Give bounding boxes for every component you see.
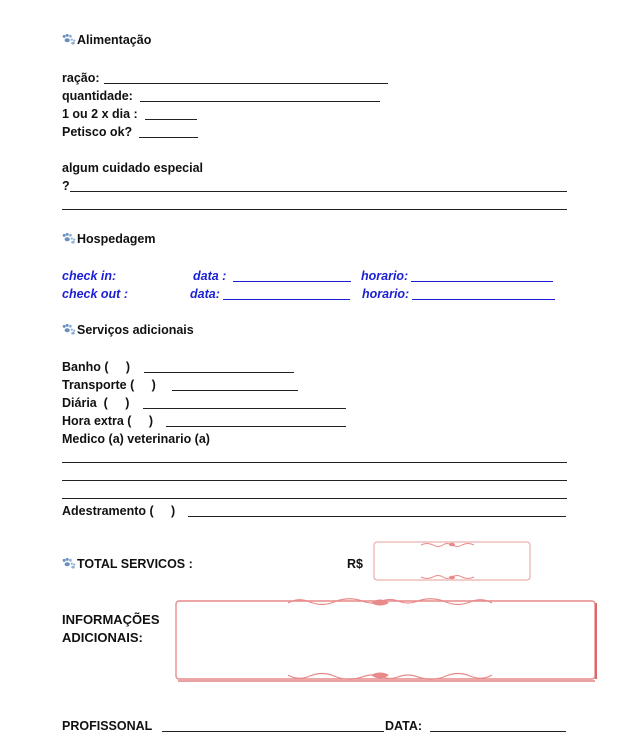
cuidado-question-mark: ? (62, 179, 70, 193)
adestramento-label: Adestramento ( ) (62, 504, 176, 518)
hora-extra-label: Hora extra ( ) (62, 414, 153, 428)
checkout-label: check out : (62, 287, 128, 301)
medico-field-line-2[interactable] (62, 480, 567, 481)
paw-icon (62, 34, 76, 45)
paw-icon (62, 324, 76, 335)
cuidado-field-line-2[interactable] (62, 209, 567, 210)
currency-label: R$ (347, 557, 363, 571)
medico-field-line-3[interactable] (62, 498, 567, 499)
total-servicos-heading: TOTAL SERVICOS : (62, 557, 193, 571)
transporte-field[interactable] (172, 390, 298, 391)
info-text-box[interactable] (173, 595, 599, 685)
section-alimentacao-heading: Alimentação (62, 33, 151, 47)
checkout-horario-field[interactable] (412, 299, 555, 300)
info-box-frame (173, 595, 599, 685)
frequencia-field[interactable] (145, 119, 197, 120)
checkout-horario-label: horario: (362, 287, 410, 301)
paw-icon (62, 233, 76, 244)
paw-icon (62, 558, 76, 569)
checkin-data-label: data : (193, 269, 227, 283)
profissional-label: PROFISSONAL (62, 719, 153, 733)
hora-extra-field[interactable] (166, 426, 346, 427)
checkin-horario-field[interactable] (411, 281, 553, 282)
diaria-field[interactable] (143, 408, 346, 409)
medico-field-line-1[interactable] (62, 462, 567, 463)
cuidado-field-line-1[interactable] (70, 191, 567, 192)
total-box-frame (373, 541, 531, 581)
medico-label: Medico (a) veterinario (a) (62, 432, 210, 446)
adestramento-field[interactable] (188, 516, 566, 517)
diaria-label: Diária ( ) (62, 396, 130, 410)
info-label-line2: ADICIONAIS: (62, 630, 143, 645)
profissional-field[interactable] (162, 731, 384, 732)
racao-field[interactable] (104, 83, 388, 84)
quantidade-field[interactable] (140, 101, 380, 102)
cuidado-label: algum cuidado especial (62, 161, 204, 175)
data-label: DATA: (385, 719, 423, 733)
checkout-data-field[interactable] (223, 299, 350, 300)
info-label-line1: INFORMAÇÕES (62, 612, 160, 627)
data-field[interactable] (430, 731, 566, 732)
frequencia-label: 1 ou 2 x dia : (62, 107, 138, 121)
checkin-label: check in: (62, 269, 117, 283)
quantidade-label: quantidade: (62, 89, 133, 103)
checkin-data-field[interactable] (233, 281, 351, 282)
transporte-label: Transporte ( ) (62, 378, 156, 392)
checkin-horario-label: horario: (361, 269, 409, 283)
petisco-label: Petisco ok? (62, 125, 133, 139)
banho-field[interactable] (144, 372, 294, 373)
section-hospedagem-heading: Hospedagem (62, 232, 156, 246)
racao-label: ração: (62, 71, 100, 85)
section-servicos-heading: Serviços adicionais (62, 323, 194, 337)
petisco-field[interactable] (139, 137, 198, 138)
checkout-data-label: data: (190, 287, 220, 301)
banho-label: Banho ( ) (62, 360, 131, 374)
total-value-box[interactable] (373, 541, 531, 581)
